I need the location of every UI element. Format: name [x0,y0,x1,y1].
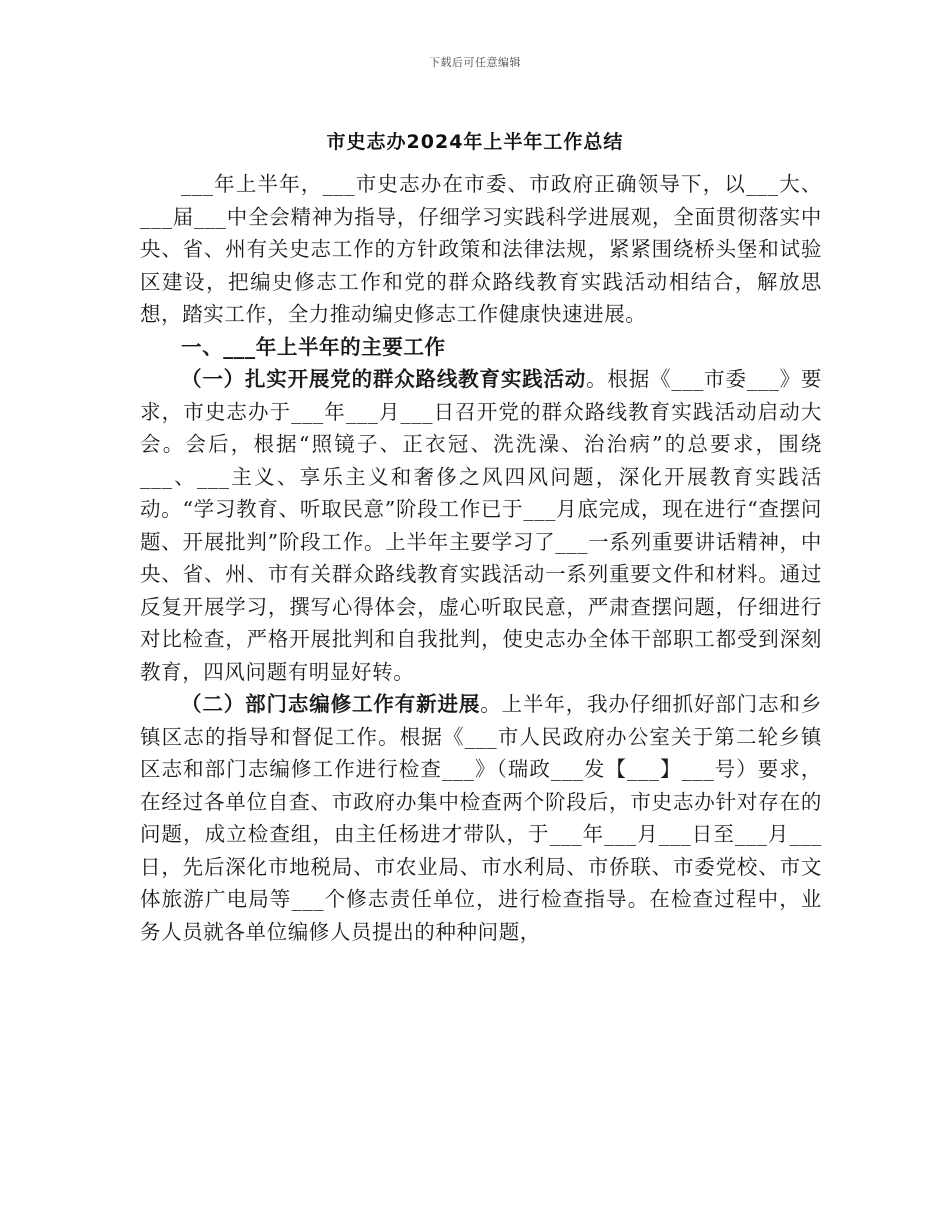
intro-paragraph: ___年上半年，___市史志办在市委、市政府正确领导下，以___大、___届___中全会精神为指导，仔细学习实践科学进展观，全面贯彻落实中央、省、州有关史志工作的方针政策和法律法规，紧紧围绕桥头堡和试验区建设，把编史修志工作和党的群众路线教育实践活动相结合，解放思想，踏实工作，全力推动编史修志工作健康快速进展。 [140,172,822,326]
item2-paragraph [140,688,822,948]
item2-text: 。上半年，我办仔细抓好部门志和乡镇区志的指导和督促工作。根据《___市人民政府办公室关于第二轮乡镇区志和部门志编修工作进行检查___》（瑞政___发【___】___号）要求，在经过各单位自查、市政府办集中检查两个阶段后，市史志办针对存在的问题，成立检查组，由主任杨进才带队，于___年___月___日至___月___日，先后深化市地税局、市农业局、市水利局、市侨联、市委党校、市文体旅游广电局等___个修志责任单位，进行检查指导。在检查过程中，业务人员就各单位编修人员提出的种种问题， [140,692,822,944]
header-note: 下载后可任意编辑 [429,56,521,69]
item1-paragraph [140,363,822,688]
item1-lead: （一）扎实开展党的群众路线教育实践活动 [181,367,587,391]
section-heading: 一、___年上半年的主要工作 [181,334,446,359]
item1-text: 。根据《___市委___》要求，市史志办于___年___月___日召开党的群众路线教育实践活动启动大会。会后，根据“照镜子、正衣冠、洗洗澡、治治病”的总要求，围绕___、___主义、享乐主义和奢侈之风四风问题，深化开展教育实践活动。“学习教育、听取民意”阶段工作已于___月底完成，现在进行“查摆问题、开展批判”阶段工作。上半年主要学习了___一系列重要讲话精神，中央、省、州、市有关群众路线教育实践活动一系列重要文件和材料。通过反复开展学习，撰写心得体会，虚心听取民意，严肃查摆问题，仔细进行对比检查，严格开展批判和自我批判，使史志办全体干部职工都受到深刻教育，四风问题有明显好转。 [140,367,822,684]
document-title: 市史志办2024年上半年工作总结 [326,131,624,153]
item2-lead: （二）部门志编修工作有新进展 [181,692,481,716]
document-body [140,168,822,948]
